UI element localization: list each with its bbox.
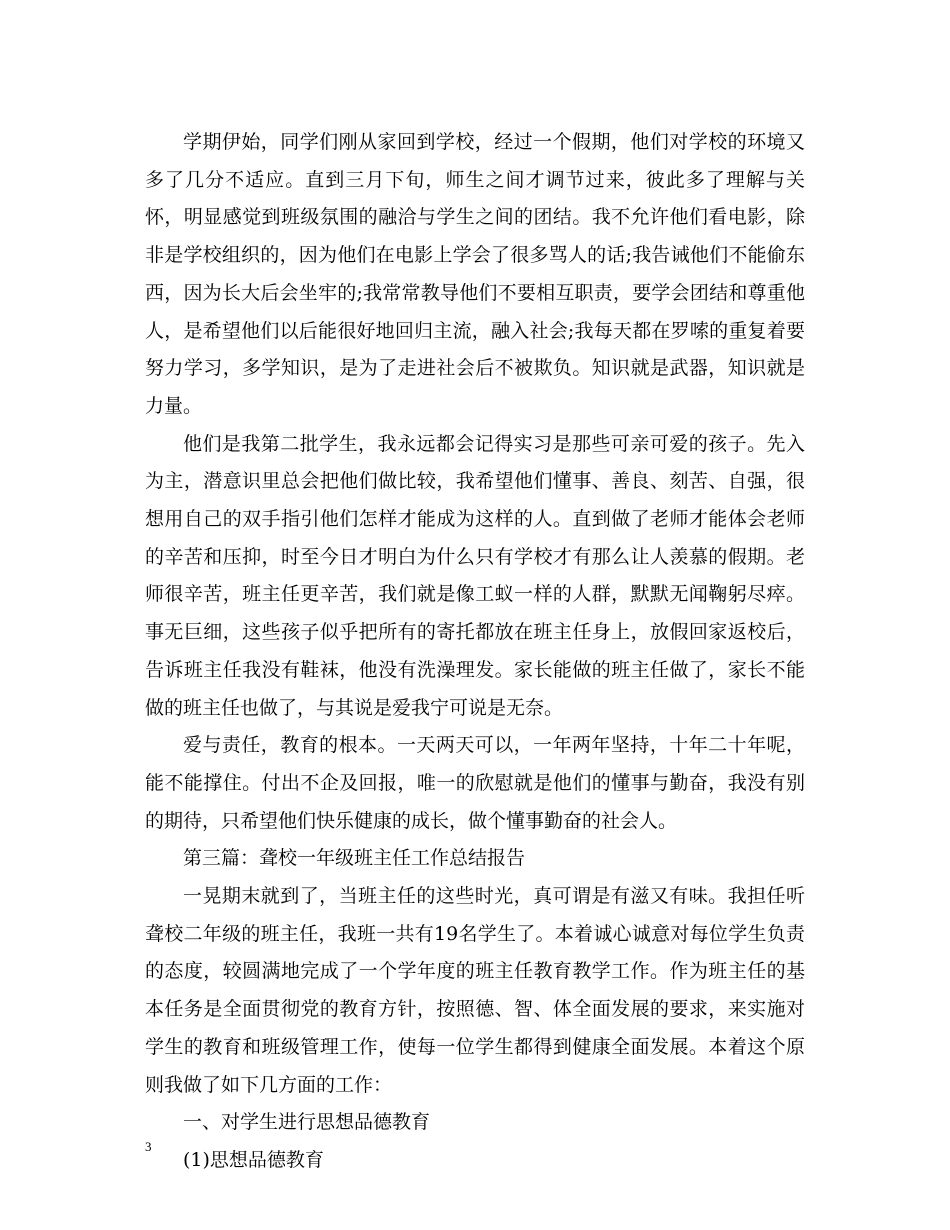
paragraph-4: 一晃期末就到了，当班主任的这些时光，真可谓是有滋又有味。我担任听聋校二年级的班主任，我班一共有19名学生了。本着诚心诚意对每位学生负责的态度，较圆满地完成了一个学年度的班主任教育教学工作。作为班主任的基本任务是全面贯彻党的教育方针，按照德、智、体全面发展的要求，来实施对学生的教育和班级管理工作，使每一位学生都得到健康全面发展。本着这个原则我做了如下几方面的工作： [145,885,805,1096]
section-heading: 第三篇：聋校一年级班主任工作总结报告 [183,847,526,870]
paragraph-3: 爱与责任，教育的根本。一天两天可以，一年两年坚持，十年二十年呢，能不能撑住。付出不企及回报，唯一的欣慰就是他们的懂事与勤奋，我没有别的期待，只希望他们快乐健康的成长，做个懂事勤奋的社会人。 [145,734,805,832]
page-number: 3 [145,1139,152,1154]
subheading-1: 一、对学生进行思想品德教育 [183,1111,431,1134]
document-body [145,124,805,1180]
subheading-2: (1)思想品德教育 [183,1148,324,1171]
paragraph-1: 学期伊始，同学们刚从家回到学校，经过一个假期，他们对学校的环境又多了几分不适应。直到三月下旬，师生之间才调节过来，彼此多了理解与关怀，明显感觉到班级氛围的融洽与学生之间的团结。我不允许他们看电影，除非是学校组织的，因为他们在电影上学会了很多骂人的话;我告诫他们不能偷东西，因为长大后会坐牢的;我常常教导他们不要相互职责，要学会团结和尊重他人，是希望他们以后能很好地回归主流，融入社会;我每天都在罗嗦的重复着要努力学习，多学知识，是为了走进社会后不被欺负。知识就是武器，知识就是力量。 [145,131,805,417]
paragraph-2: 他们是我第二批学生，我永远都会记得实习是那些可亲可爱的孩子。先入为主，潜意识里总会把他们做比较，我希望他们懂事、善良、刻苦、自强，很想用自己的双手指引他们怎样才能成为这样的人。直到做了老师才能体会老师的辛苦和压抑，时至今日才明白为什么只有学校才有那么让人羡慕的假期。老师很辛苦，班主任更辛苦，我们就是像工蚁一样的人群，默默无闻鞠躬尽瘁。事无巨细，这些孩子似乎把所有的寄托都放在班主任身上，放假回家返校后，告诉班主任我没有鞋袜，他没有洗澡理发。家长能做的班主任做了，家长不能做的班主任也做了，与其说是爱我宁可说是无奈。 [145,432,805,719]
